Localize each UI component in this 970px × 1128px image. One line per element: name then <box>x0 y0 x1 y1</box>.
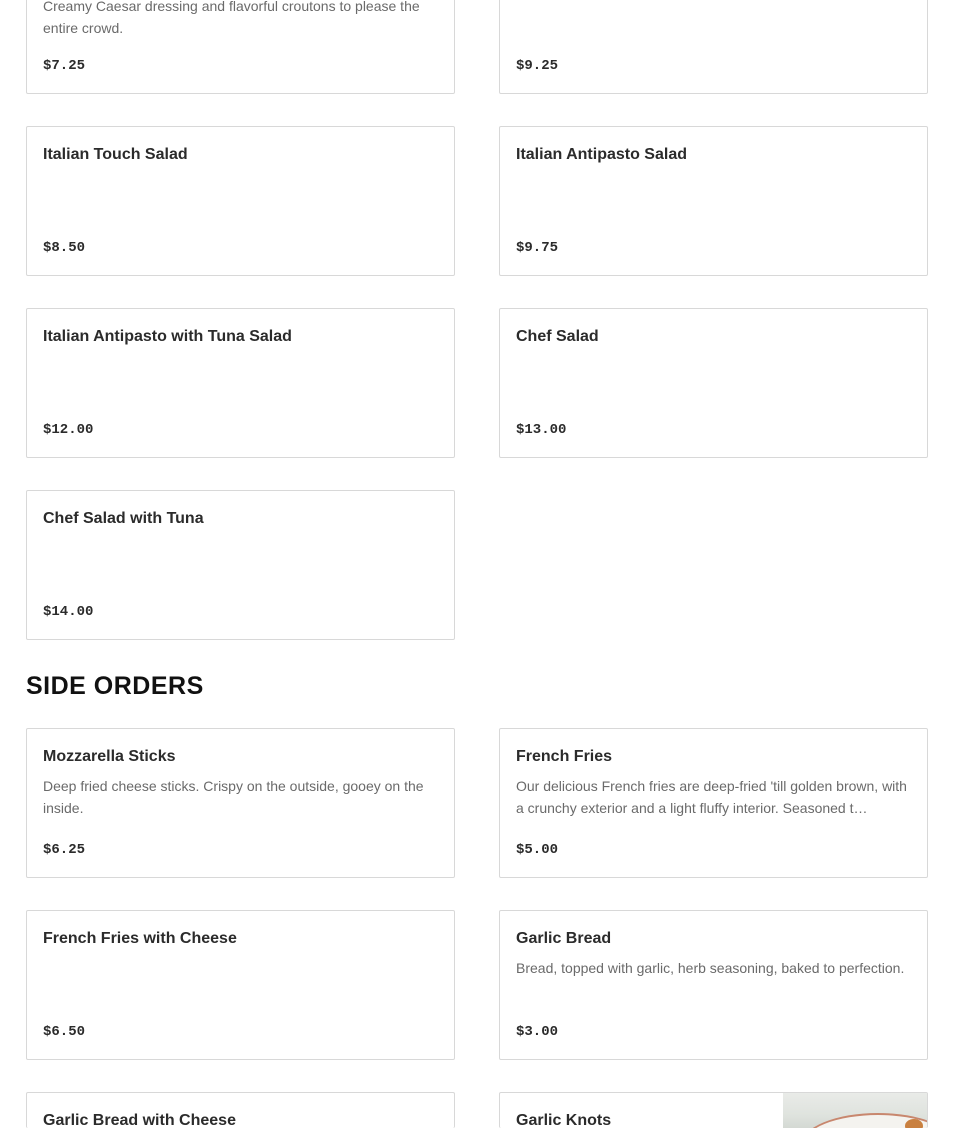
item-price: $6.25 <box>43 842 86 858</box>
menu-item-french-fries[interactable] <box>499 728 928 878</box>
item-price: $12.00 <box>43 422 94 438</box>
menu-item-top-right[interactable] <box>499 0 928 94</box>
menu-item-french-fries-cheese[interactable] <box>26 910 455 1060</box>
menu-item-chef-salad[interactable] <box>499 308 928 458</box>
item-price: $5.00 <box>516 842 559 858</box>
item-price: $3.00 <box>516 1024 559 1040</box>
menu-item-caesar-salad[interactable] <box>26 0 455 94</box>
item-name: Mozzarella Sticks <box>43 748 176 765</box>
garlic-knots-photo <box>783 1093 927 1128</box>
menu-item-chef-salad-tuna[interactable] <box>26 490 455 640</box>
food-shape <box>905 1119 923 1128</box>
menu-item-garlic-knots[interactable] <box>499 1092 928 1128</box>
item-price: $13.00 <box>516 422 567 438</box>
item-name: Chef Salad <box>516 328 599 345</box>
item-description: Our delicious French fries are deep-fried 'till golden brown, with a crunchy exterior and a light fluffy interior. Seasoned t… <box>516 778 907 816</box>
item-name: Italian Antipasto with Tuna Salad <box>43 328 292 345</box>
menu-item-italian-antipasto-salad[interactable] <box>499 126 928 276</box>
item-description: Bread, topped with garlic, herb seasoning, baked to perfection. <box>516 960 905 976</box>
item-price: $7.25 <box>43 58 86 74</box>
menu-item-italian-antipasto-tuna-salad[interactable] <box>26 308 455 458</box>
item-description: Creamy Caesar dressing and flavorful croutons to please the entire crowd. <box>43 0 420 36</box>
item-name: Garlic Bread with Cheese <box>43 1112 236 1128</box>
section-title-side-orders: SIDE ORDERS <box>26 672 204 700</box>
item-price: $9.25 <box>516 58 559 74</box>
item-price: $14.00 <box>43 604 94 620</box>
item-name: Italian Antipasto Salad <box>516 146 687 163</box>
item-name: Garlic Bread <box>516 930 612 947</box>
menu-item-garlic-bread-cheese[interactable] <box>26 1092 455 1128</box>
menu-item-garlic-bread[interactable] <box>499 910 928 1060</box>
item-price: $9.75 <box>516 240 559 256</box>
item-description: Deep fried cheese sticks. Crispy on the outside, gooey on the inside. <box>43 778 424 816</box>
item-price: $8.50 <box>43 240 86 256</box>
item-name: Garlic Knots <box>516 1112 612 1128</box>
menu-item-mozzarella-sticks[interactable] <box>26 728 455 878</box>
item-name: Italian Touch Salad <box>43 146 188 163</box>
menu-item-italian-touch-salad[interactable] <box>26 126 455 276</box>
item-name: French Fries <box>516 748 613 765</box>
item-name: French Fries with Cheese <box>43 930 237 947</box>
item-name: Chef Salad with Tuna <box>43 510 204 527</box>
item-price: $6.50 <box>43 1024 86 1040</box>
